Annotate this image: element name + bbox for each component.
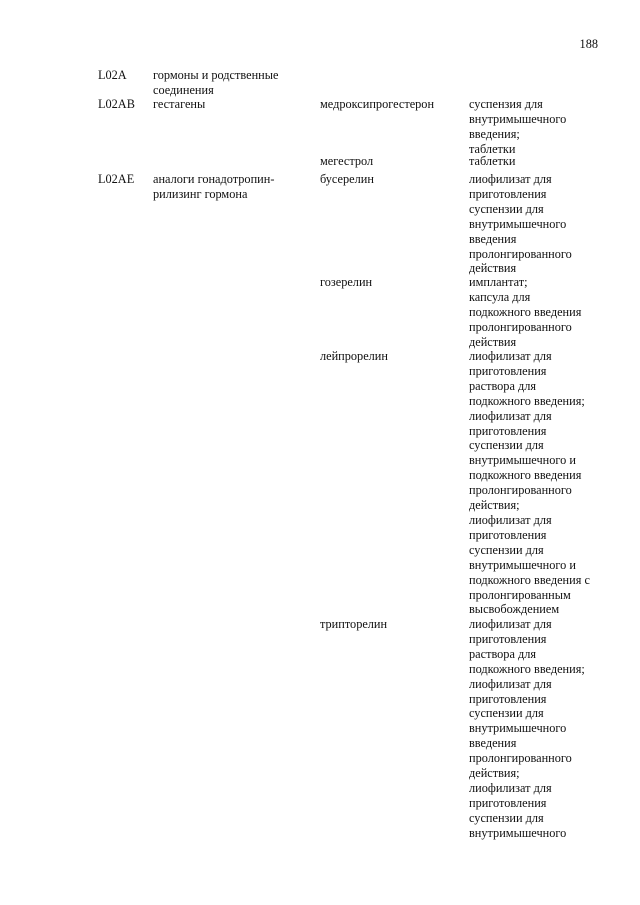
dosage-form-line: действия;	[469, 766, 520, 781]
pharmacological-group	[153, 68, 303, 98]
dosage-form-line: раствора для	[469, 378, 537, 393]
dosage-form-line: суспензии для	[469, 201, 544, 216]
dosage-form-line: введения	[469, 736, 517, 751]
dosage-form-line: внутримышечного и	[469, 557, 576, 572]
dosage-form-line: действия	[469, 334, 517, 349]
dosage-form-line: внутримышечного и	[469, 453, 576, 468]
dosage-form-line: таблетки	[469, 141, 516, 156]
drug-name	[320, 154, 465, 169]
dosage-form-line: суспензии для	[469, 542, 544, 557]
drug-name-line: медроксипрогестерон	[320, 97, 435, 111]
dosage-form-line: пролонгированного	[469, 319, 572, 334]
dosage-form-line: приготовления	[469, 691, 547, 706]
pharmacological-group	[153, 172, 303, 202]
dosage-form-line: лиофилизат для	[469, 512, 552, 527]
dosage-form-line: внутримышечного	[469, 825, 567, 840]
dosage-form-line: действия	[469, 261, 517, 276]
atc-code-line: L02AB	[98, 97, 135, 111]
atc-code-line: L02AE	[98, 172, 135, 186]
dosage-form-line: пролонгированного	[469, 246, 572, 261]
pharmacological-group-line: аналоги гонадотропин-	[153, 172, 275, 186]
pharmacological-group-line: гормоны и родственные	[153, 68, 279, 82]
dosage-form-line: подкожного введения	[469, 468, 582, 483]
dosage-form-line: приготовления	[469, 527, 547, 542]
dosage-form-line: имплантат;	[469, 275, 528, 289]
dosage-form-line: раствора для	[469, 646, 537, 661]
dosage-form	[469, 349, 609, 617]
dosage-form-line: приготовления	[469, 631, 547, 646]
page-number: 188	[579, 37, 598, 51]
drug-name	[320, 172, 465, 187]
dosage-form	[469, 172, 609, 276]
dosage-form-line: введения;	[469, 126, 520, 141]
dosage-form-line: подкожного введения	[469, 304, 582, 319]
dosage-form-line: таблетки	[469, 154, 516, 168]
dosage-form-line: пролонгированным	[469, 587, 571, 602]
dosage-form-line: лиофилизат для	[469, 408, 552, 423]
dosage-form-line: суспензии для	[469, 438, 544, 453]
drug-name-line: трипторелин	[320, 617, 388, 631]
drug-name-line: лейпрорелин	[320, 349, 388, 363]
dosage-form-line: пролонгированного	[469, 483, 572, 498]
dosage-form-line: приготовления	[469, 363, 547, 378]
dosage-form	[469, 97, 609, 157]
dosage-form	[469, 154, 609, 169]
dosage-form-line: пролонгированного	[469, 751, 572, 766]
dosage-form-line: подкожного введения с	[469, 572, 590, 587]
drug-name	[320, 349, 465, 364]
dosage-form-line: лиофилизат для	[469, 172, 552, 186]
dosage-form-line: подкожного введения;	[469, 661, 585, 676]
dosage-form-line: суспензии для	[469, 810, 544, 825]
dosage-form-line: лиофилизат для	[469, 349, 552, 363]
drug-name	[320, 617, 465, 632]
dosage-form-line: внутримышечного	[469, 721, 567, 736]
pharmacological-group-line: гестагены	[153, 97, 206, 111]
dosage-form-line: введения	[469, 231, 517, 246]
dosage-form-line: капсула для	[469, 289, 531, 304]
drug-name-line: мегестрол	[320, 154, 374, 168]
atc-code	[98, 68, 153, 83]
dosage-form-line: внутримышечного	[469, 216, 567, 231]
pharmacological-group-line: соединения	[153, 82, 214, 97]
dosage-form-line: лиофилизат для	[469, 780, 552, 795]
dosage-form-line: внутримышечного	[469, 111, 567, 126]
atc-code	[98, 172, 153, 187]
dosage-form-line: приготовления	[469, 186, 547, 201]
dosage-form-line: суспензия для	[469, 97, 543, 111]
dosage-form-line: действия;	[469, 498, 520, 513]
dosage-form-line: приготовления	[469, 795, 547, 810]
dosage-form-line: подкожного введения;	[469, 393, 585, 408]
drug-name-line: бусерелин	[320, 172, 374, 186]
dosage-form-line: лиофилизат для	[469, 676, 552, 691]
drug-name	[320, 97, 465, 112]
dosage-form	[469, 275, 609, 350]
dosage-form-line: приготовления	[469, 423, 547, 438]
drug-name-line: гозерелин	[320, 275, 373, 289]
pharmacological-group-line: рилизинг гормона	[153, 186, 248, 201]
dosage-form-line: суспензии для	[469, 706, 544, 721]
pharmacological-group	[153, 97, 303, 112]
drug-name	[320, 275, 465, 290]
dosage-form-line: лиофилизат для	[469, 617, 552, 631]
atc-code-line: L02A	[98, 68, 127, 82]
atc-code	[98, 97, 153, 112]
dosage-form	[469, 617, 609, 841]
dosage-form-line: высвобождением	[469, 602, 560, 617]
